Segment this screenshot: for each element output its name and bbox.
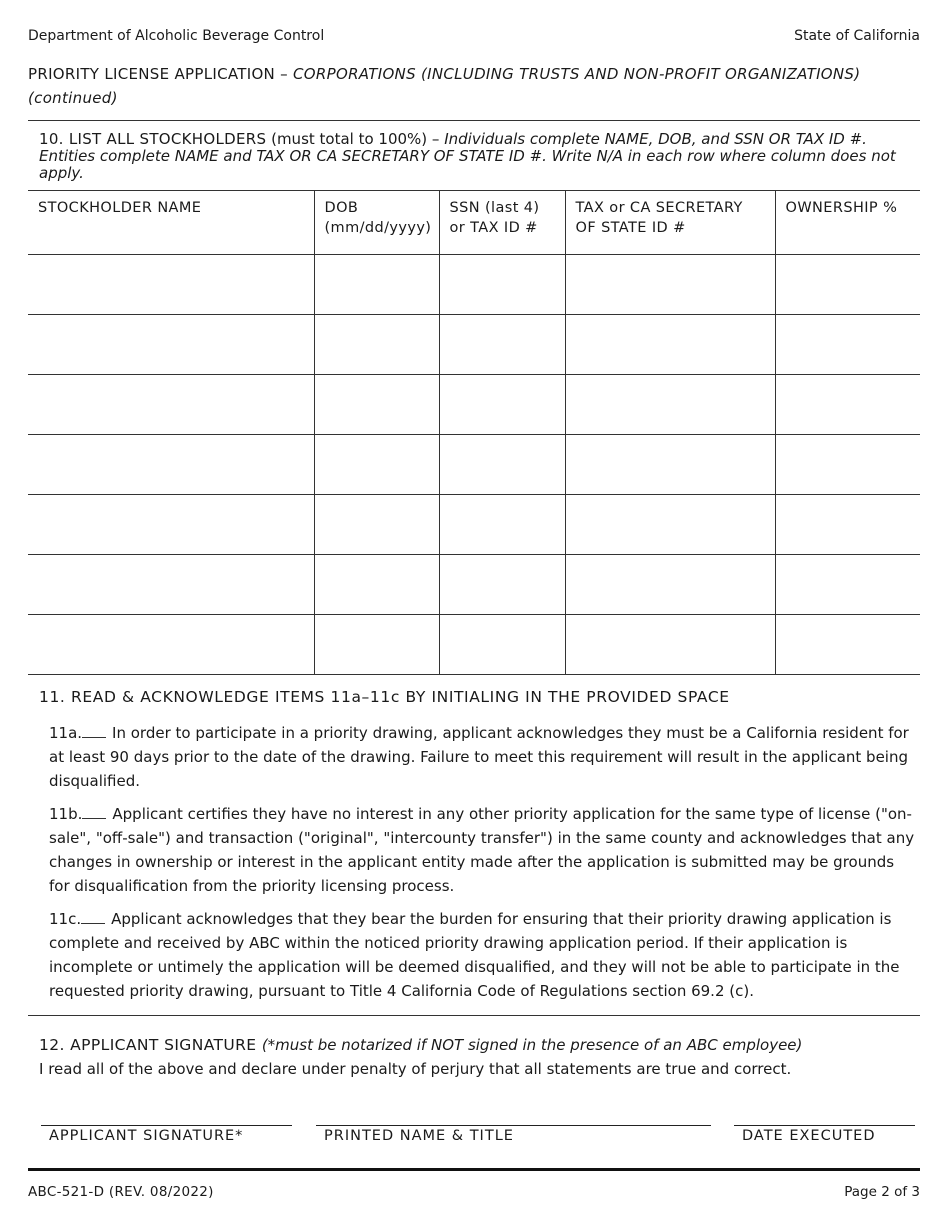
cell-ownership[interactable] — [775, 315, 920, 375]
col-stockholder-name: STOCKHOLDER NAME — [28, 191, 314, 255]
initial-blank-11a[interactable] — [82, 723, 106, 738]
col-ssn: SSN (last 4) or TAX ID # — [439, 191, 565, 255]
section-10-heading: 10. LIST ALL STOCKHOLDERS — [39, 130, 267, 148]
cell-name[interactable] — [28, 435, 314, 495]
date-line[interactable] — [734, 1125, 915, 1126]
item-11c-label: 11c. — [49, 910, 82, 928]
col-dob: DOB (mm/dd/yyyy) — [314, 191, 439, 255]
cell-ssn[interactable] — [439, 555, 565, 615]
cell-ownership[interactable] — [775, 435, 920, 495]
cell-dob[interactable] — [314, 435, 439, 495]
cell-ownership[interactable] — [775, 615, 920, 675]
cell-ownership[interactable] — [775, 495, 920, 555]
cell-ownership[interactable] — [775, 375, 920, 435]
department-name: Department of Alcoholic Beverage Control — [28, 28, 325, 44]
section-10-note: (must total to 100%) – — [266, 130, 445, 148]
cell-ownership[interactable] — [775, 555, 920, 615]
item-11c — [49, 907, 919, 1003]
section-11-heading: 11. READ & ACKNOWLEDGE ITEMS 11a–11c BY INITIALING IN THE PROVIDED SPACE — [39, 688, 730, 706]
form-id: ABC-521-D (REV. 08/2022) — [28, 1184, 214, 1200]
item-11b — [49, 802, 919, 898]
cell-ssn[interactable] — [439, 375, 565, 435]
cell-tax-id[interactable] — [565, 315, 775, 375]
page-number: Page 2 of 3 — [844, 1184, 920, 1200]
table-row — [28, 315, 920, 375]
stockholders-table — [28, 190, 920, 675]
section-10-header — [39, 131, 919, 182]
form-title — [28, 62, 908, 110]
declaration-text: I read all of the above and declare under penalty of perjury that all statements are true and correct. — [39, 1060, 792, 1078]
printed-name-label: PRINTED NAME & TITLE — [324, 1128, 514, 1144]
item-11b-text: Applicant certifies they have no interest in any other priority application for the same type of license ("on-sale", "off-sale") and transaction ("original", "intercounty transfer") in the same county and acknowledges that any changes in ownership or interest in the applicant entity made after the application is submitted may be grounds for disqualification from the priority licensing process. — [49, 805, 915, 895]
footer-rule — [28, 1168, 920, 1171]
cell-name[interactable] — [28, 315, 314, 375]
signature-label: APPLICANT SIGNATURE* — [49, 1128, 244, 1144]
cell-dob[interactable] — [314, 495, 439, 555]
cell-dob[interactable] — [314, 555, 439, 615]
cell-name[interactable] — [28, 375, 314, 435]
cell-tax-id[interactable] — [565, 555, 775, 615]
table-row — [28, 555, 920, 615]
item-11b-label: 11b. — [49, 805, 83, 823]
section-12-header — [39, 1036, 802, 1054]
initial-blank-11b[interactable] — [82, 804, 106, 819]
form-title-subtitle: CORPORATIONS (INCLUDING TRUSTS AND NON-PROFIT ORGANIZATIONS) (continued) — [28, 65, 861, 107]
cell-tax-id[interactable] — [565, 615, 775, 675]
cell-ssn[interactable] — [439, 315, 565, 375]
item-11a — [49, 721, 919, 793]
section-10-instructions: Individuals complete NAME, DOB, and SSN OR TAX ID #. Entities complete NAME and TAX OR CA SECRETARY OF STATE ID #. Write N/A in each row where column does not apply. — [39, 130, 896, 182]
col-tax-id: TAX or CA SECRETARY OF STATE ID # — [565, 191, 775, 255]
cell-name[interactable] — [28, 495, 314, 555]
cell-dob[interactable] — [314, 615, 439, 675]
cell-tax-id[interactable] — [565, 255, 775, 315]
col-ownership: OWNERSHIP % — [775, 191, 920, 255]
cell-dob[interactable] — [314, 315, 439, 375]
cell-ssn[interactable] — [439, 615, 565, 675]
state-name: State of California — [794, 28, 920, 44]
cell-name[interactable] — [28, 255, 314, 315]
section-divider — [28, 120, 920, 121]
cell-name[interactable] — [28, 615, 314, 675]
table-header-row — [28, 191, 920, 255]
date-label: DATE EXECUTED — [742, 1128, 876, 1144]
table-row — [28, 255, 920, 315]
cell-ssn[interactable] — [439, 255, 565, 315]
item-11c-text: Applicant acknowledges that they bear the burden for ensuring that their priority drawing application is complete and received by ABC within the noticed priority drawing application period. If their application is incomplete or untimely the application will be deemed disqualified, and they will not be able to participate in the requested priority drawing, pursuant to Title 4 California Code of Regulations section 69.2 (c). — [49, 910, 900, 1000]
cell-dob[interactable] — [314, 375, 439, 435]
section-12-note: (*must be notarized if NOT signed in the presence of an ABC employee) — [261, 1036, 803, 1054]
form-title-main: PRIORITY LICENSE APPLICATION – — [28, 65, 294, 83]
table-row — [28, 615, 920, 675]
cell-tax-id[interactable] — [565, 435, 775, 495]
table-row — [28, 375, 920, 435]
cell-tax-id[interactable] — [565, 375, 775, 435]
table-row — [28, 495, 920, 555]
cell-dob[interactable] — [314, 255, 439, 315]
table-row — [28, 435, 920, 495]
section-divider — [28, 1015, 920, 1016]
item-11a-text: In order to participate in a priority drawing, applicant acknowledges they must be a California resident for at least 90 days prior to the date of the drawing. Failure to meet this requirement will result in the applicant being disqualified. — [49, 724, 909, 790]
section-12-heading: 12. APPLICANT SIGNATURE — [39, 1036, 262, 1054]
cell-ownership[interactable] — [775, 255, 920, 315]
signature-line[interactable] — [41, 1125, 292, 1126]
cell-ssn[interactable] — [439, 495, 565, 555]
cell-ssn[interactable] — [439, 435, 565, 495]
printed-name-line[interactable] — [316, 1125, 711, 1126]
cell-name[interactable] — [28, 555, 314, 615]
item-11a-label: 11a. — [49, 724, 83, 742]
cell-tax-id[interactable] — [565, 495, 775, 555]
initial-blank-11c[interactable] — [81, 909, 105, 924]
